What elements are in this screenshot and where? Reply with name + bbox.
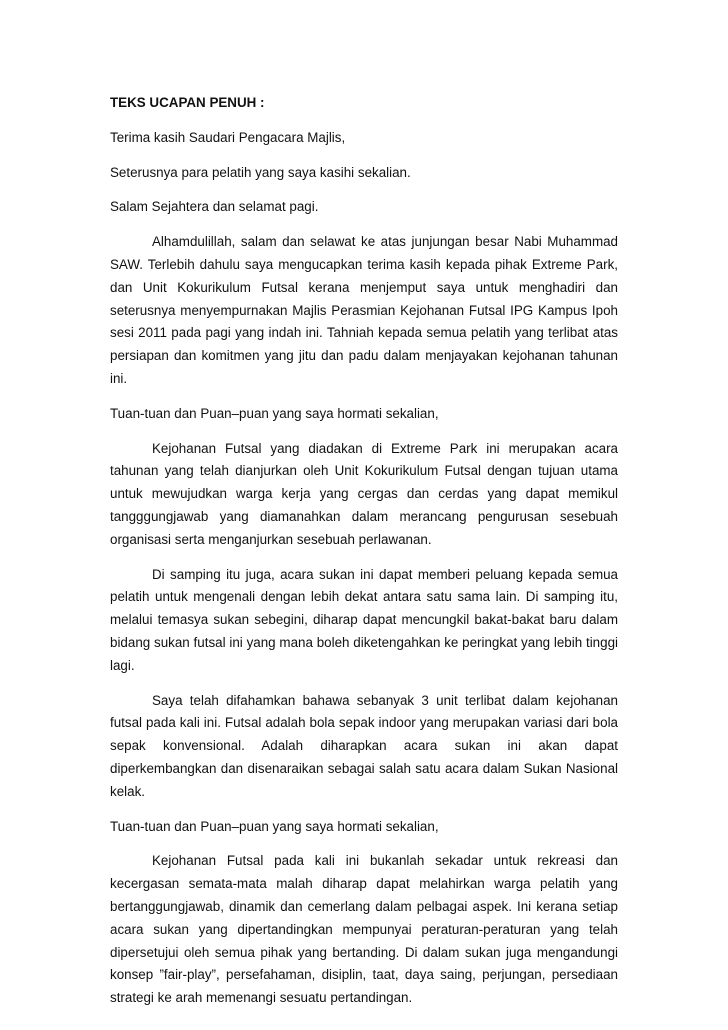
document-page — [110, 92, 618, 1022]
greeting-line: Salam Sejahtera dan selamat pagi. — [110, 199, 319, 215]
body-paragraph: Di samping itu juga, acara sukan ini dapat memberi peluang kepada semua pelatih untuk mengenali dengan lebih dekat antara satu sama lain. Di samping itu, melalui temasya sukan sebegini, diharap dapat mencungkil bakat-bakat baru dalam bidang sukan futsal ini yang mana boleh diketengahkan ke peringkat yang lebih tinggi lagi. — [110, 566, 618, 673]
address-line: Tuan-tuan dan Puan–puan yang saya hormati sekalian, — [110, 405, 439, 421]
greeting-line: Seterusnya para pelatih yang saya kasihi sekalian. — [110, 164, 411, 180]
document-title: TEKS UCAPAN PENUH : — [110, 95, 265, 110]
body-paragraph: Saya telah difahamkan bahawa sebanyak 3 unit terlibat dalam kejohanan futsal pada kali ini. Futsal adalah bola sepak indoor yang merupakan variasi dari bola sepak konvensional. Adalah diharapkan acara sukan ini akan dapat diperkembangkan dan disenaraikan sebagai salah satu acara dalam Sukan Nasional kelak. — [110, 692, 618, 799]
body-paragraph: Kejohanan Futsal yang diadakan di Extreme Park ini merupakan acara tahunan yang telah dianjurkan oleh Unit Kokurikulum Futsal dengan tujuan utama untuk mewujudkan warga kerja yang cergas dan cerdas yang dapat memikul tangggungjawab yang diamanahkan dalam merancang pengurusan sesebuah organisasi serta menganjurkan sesebuah perlawanan. — [110, 440, 618, 547]
greeting-line: Terima kasih Saudari Pengacara Majlis, — [110, 129, 346, 145]
body-paragraph: Kejohanan Futsal pada kali ini bukanlah sekadar untuk rekreasi dan kecergasan semata-mata malah diharap dapat melahirkan warga pelatih yang bertanggungjawab, dinamik dan cemerlang dalam pelbagai aspek. Ini kerana setiap acara sukan yang dipertandingkan mempunyai peraturan-peraturan yang telah dipersetujui oleh semua pihak yang bertanding. Di dalam sukan juga mengandungi konsep ”fair-play”, persefahaman, disiplin, taat, daya saing, perjungan, persediaan strategi ke arah memenangi sesuatu pertandingan. — [110, 853, 618, 1006]
address-line: Tuan-tuan dan Puan–puan yang saya hormati sekalian, — [110, 818, 439, 834]
body-paragraph: Alhamdulillah, salam dan selawat ke atas junjungan besar Nabi Muhammad SAW. Terlebih dahulu saya mengucapkan terima kasih kepada pihak Extreme Park, dan Unit Kokurikulum Futsal kerana menjemput saya untuk menghadiri dan seterusnya menyempurnakan Majlis Perasmian Kejohanan Futsal IPG Kampus Ipoh sesi 2011 pada pagi yang indah ini. Tahniah kepada semua pelatih yang terlibat atas persiapan dan komitmen yang jitu dan padu dalam menjayakan kejohanan tahunan ini. — [110, 234, 618, 386]
